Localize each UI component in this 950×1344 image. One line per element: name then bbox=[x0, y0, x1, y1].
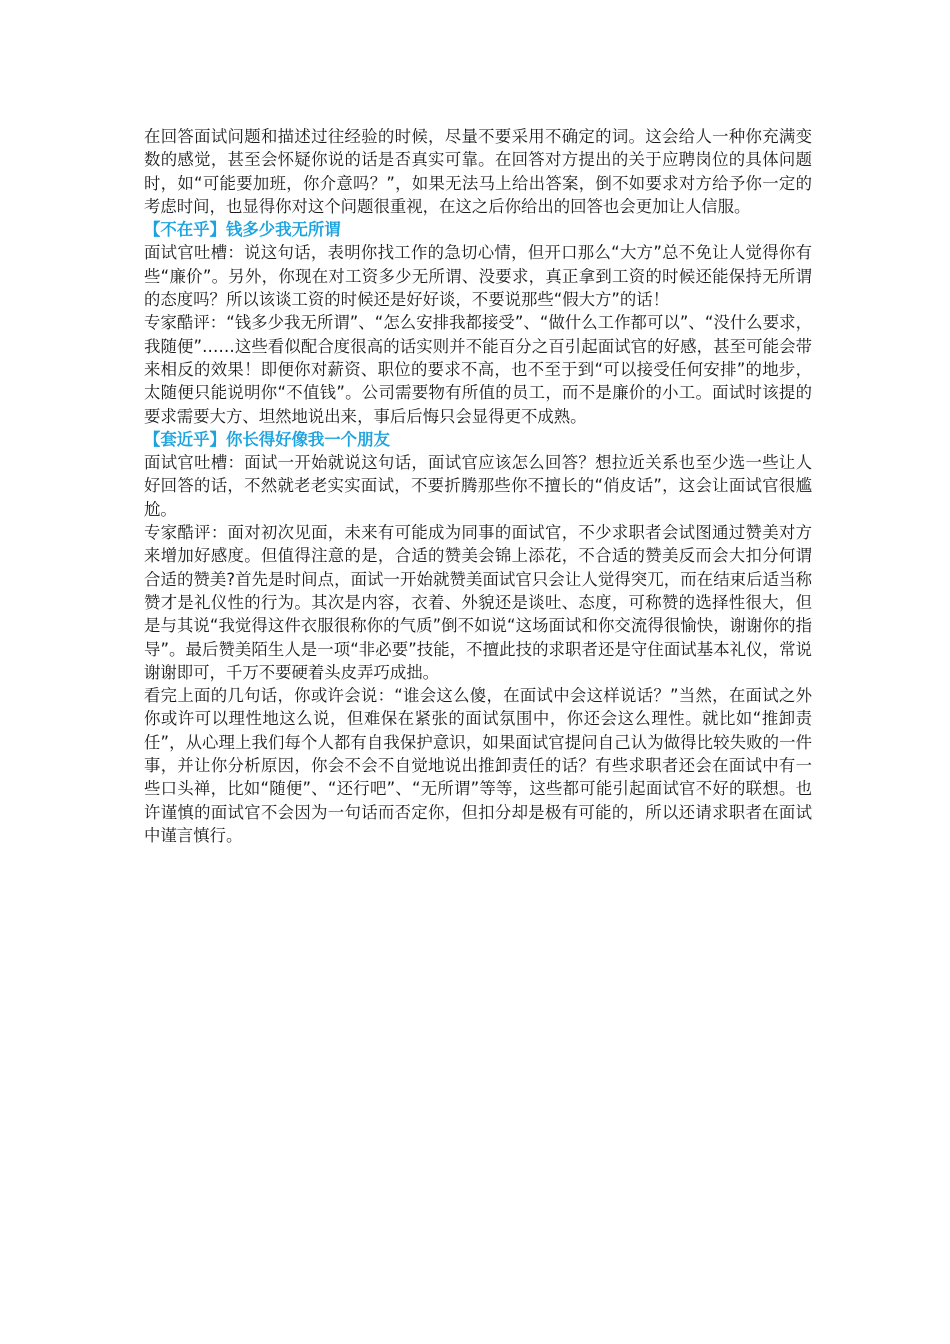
conclusion-paragraph: 看完上面的几句话，你或许会说：“谁会这么傻，在面试中会这样说话？”当然，在面试之外你或许可以理性地这么说，但难保在紧张的面试氛围中，你还会这么理性。就比如“推卸责任”，从心理上我们每个人都有自我保护意识，如果面试官提问自己认为做得比较失败的一件事，并让你分析原因，你会不会不自觉地说出推卸责任的话？有些求职者还会在面试中有一些口头禅，比如“随便”、“还行吧”、“无所谓”等等，这些都可能引起面试官不好的联想。也许谨慎的面试官不会因为一句话而否定你，但扣分却是极有可能的，所以还请求职者在面试中谨言慎行。 bbox=[144, 686, 812, 845]
interviewer-comment-1: 面试官吐槽：说这句话，表明你找工作的急切心情，但开口那么“大方”总不免让人觉得你有些“廉价”。另外，你现在对工资多少无所谓、没要求，真正拿到工资的时候还能保持无所谓的态度吗？所以该谈工资的时候还是好好谈，不要说那些“假大方”的话！ bbox=[144, 243, 812, 310]
interviewer-comment-2: 面试官吐槽：面试一开始就说这句话，面试官应该怎么回答？想拉近关系也至少选一些让人好回答的话，不然就老老实实面试，不要折腾那些你不擅长的“俏皮话”，这会让面试官很尴尬。 bbox=[144, 453, 812, 519]
document-page bbox=[144, 125, 812, 847]
section-heading-buzaihu: 【不在乎】钱多少我无所谓 bbox=[144, 220, 341, 240]
intro-paragraph: 在回答面试问题和描述过往经验的时候，尽量不要采用不确定的词。这会给人一种你充满变数的感觉，甚至会怀疑你说的话是否真实可靠。在回答对方提出的关于应聘岗位的具体问题时，如“可能要加班，你介意吗？”，如果无法马上给出答案，倒不如要求对方给予你一定的考虑时间，也显得你对这个问题很重视，在这之后你给出的回答也会更加让人信服。 bbox=[144, 127, 812, 216]
expert-comment-1: 专家酷评：“钱多少我无所谓”、“怎么安排我都接受”、“做什么工作都可以”、“没什么要求，我随便”……这些看似配合度很高的话实则并不能百分之百引起面试官的好感，甚至可能会带来相反的效果！即便你对薪资、职位的要求不高，也不至于到“可以接受任何安排”的地步，太随便只能说明你“不值钱”。公司需要物有所值的员工，而不是廉价的小工。面试时该提的要求需要大方、坦然地说出来，事后后悔只会显得更不成熟。 bbox=[144, 313, 812, 426]
expert-comment-2: 专家酷评：面对初次见面，未来有可能成为同事的面试官，不少求职者会试图通过赞美对方来增加好感度。但值得注意的是，合适的赞美会锦上添花，不合适的赞美反而会大扣分何谓合适的赞美?首先是时间点，面试一开始就赞美面试官只会让人觉得突兀，而在结束后适当称赞才是礼仪性的行为。其次是内容，衣着、外貌还是谈吐、态度，可称赞的选择性很大，但是与其说“我觉得这件衣服很称你的气质”倒不如说“这场面试和你交流得很愉快，谢谢你的指导”。最后赞美陌生人是一项“非必要”技能，不擅此技的求职者还是守住面试基本礼仪，常说谢谢即可，千万不要硬着头皮弄巧成拙。 bbox=[144, 523, 812, 682]
section-heading-taojinhu: 【套近乎】你长得好像我一个朋友 bbox=[144, 429, 390, 449]
